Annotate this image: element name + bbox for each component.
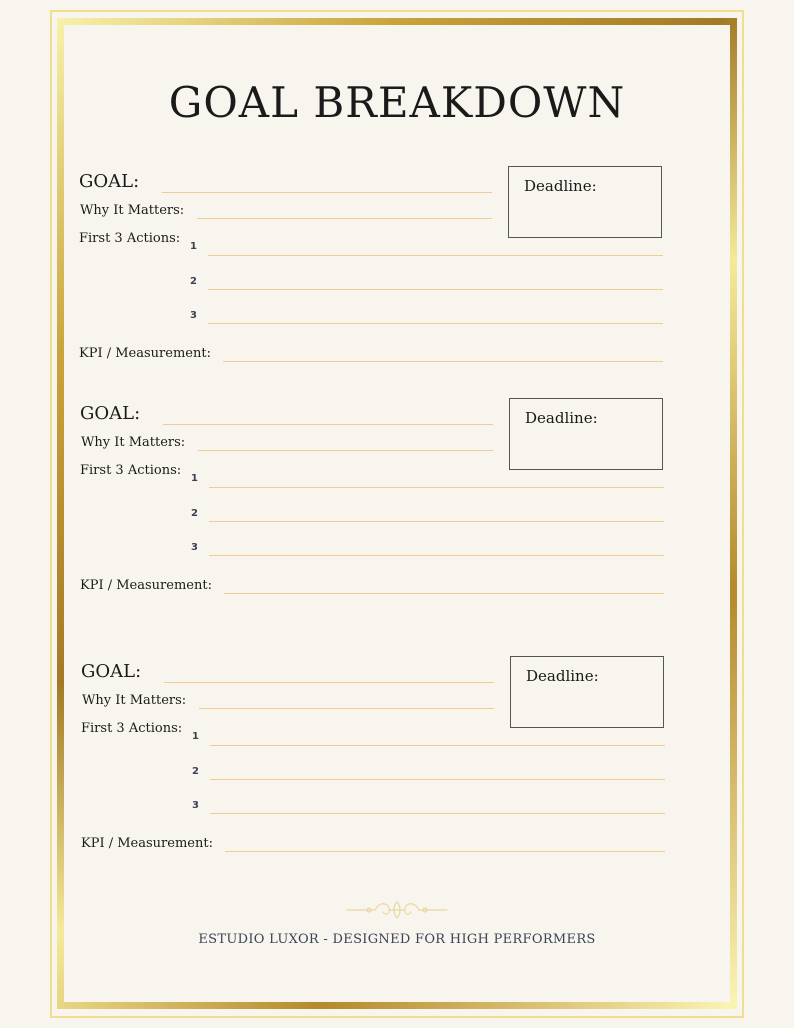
why-label: Why It Matters:	[82, 693, 187, 708]
goal-label: GOAL:	[79, 171, 140, 192]
kpi-input-line[interactable]	[224, 593, 664, 594]
action-input-line[interactable]	[208, 289, 663, 290]
goal-input-line[interactable]	[163, 424, 493, 425]
footer-brand: ESTUDIO LUXOR - DESIGNED FOR HIGH PERFORMERS	[198, 932, 596, 947]
kpi-label: KPI / Measurement:	[80, 578, 212, 593]
why-input-line[interactable]	[198, 450, 493, 451]
flourish-ornament-icon	[345, 898, 449, 922]
goal-label: GOAL:	[81, 661, 142, 682]
action-input-line[interactable]	[209, 487, 664, 488]
action-input-line[interactable]	[209, 521, 664, 522]
goal-section-2	[0, 397, 794, 597]
action-number: 3	[192, 800, 199, 811]
why-input-line[interactable]	[197, 218, 492, 219]
action-input-line[interactable]	[210, 813, 665, 814]
action-number: 2	[192, 766, 199, 777]
why-input-line[interactable]	[199, 708, 494, 709]
goal-section-1	[0, 165, 794, 365]
goal-input-line[interactable]	[162, 192, 492, 193]
actions-label: First 3 Actions:	[79, 231, 181, 246]
action-input-line[interactable]	[208, 323, 663, 324]
deadline-box[interactable]	[510, 656, 664, 728]
deadline-label: Deadline:	[526, 667, 599, 685]
action-input-line[interactable]	[210, 745, 665, 746]
page-title: GOAL BREAKDOWN	[168, 78, 626, 127]
kpi-label: KPI / Measurement:	[79, 346, 211, 361]
action-input-line[interactable]	[209, 555, 664, 556]
deadline-box[interactable]	[509, 398, 663, 470]
why-label: Why It Matters:	[81, 435, 186, 450]
action-number: 1	[190, 241, 197, 252]
action-input-line[interactable]	[208, 255, 663, 256]
goal-label: GOAL:	[80, 403, 141, 424]
action-number: 3	[190, 310, 197, 321]
kpi-input-line[interactable]	[225, 851, 665, 852]
action-number: 1	[191, 473, 198, 484]
action-number: 3	[191, 542, 198, 553]
deadline-box[interactable]	[508, 166, 662, 238]
action-number: 2	[191, 508, 198, 519]
actions-label: First 3 Actions:	[81, 721, 183, 736]
deadline-label: Deadline:	[524, 177, 597, 195]
deadline-label: Deadline:	[525, 409, 598, 427]
action-input-line[interactable]	[210, 779, 665, 780]
goal-section-3	[0, 655, 794, 855]
action-number: 1	[192, 731, 199, 742]
actions-label: First 3 Actions:	[80, 463, 182, 478]
kpi-input-line[interactable]	[223, 361, 663, 362]
kpi-label: KPI / Measurement:	[81, 836, 213, 851]
goal-input-line[interactable]	[164, 682, 494, 683]
action-number: 2	[190, 276, 197, 287]
why-label: Why It Matters:	[80, 203, 185, 218]
